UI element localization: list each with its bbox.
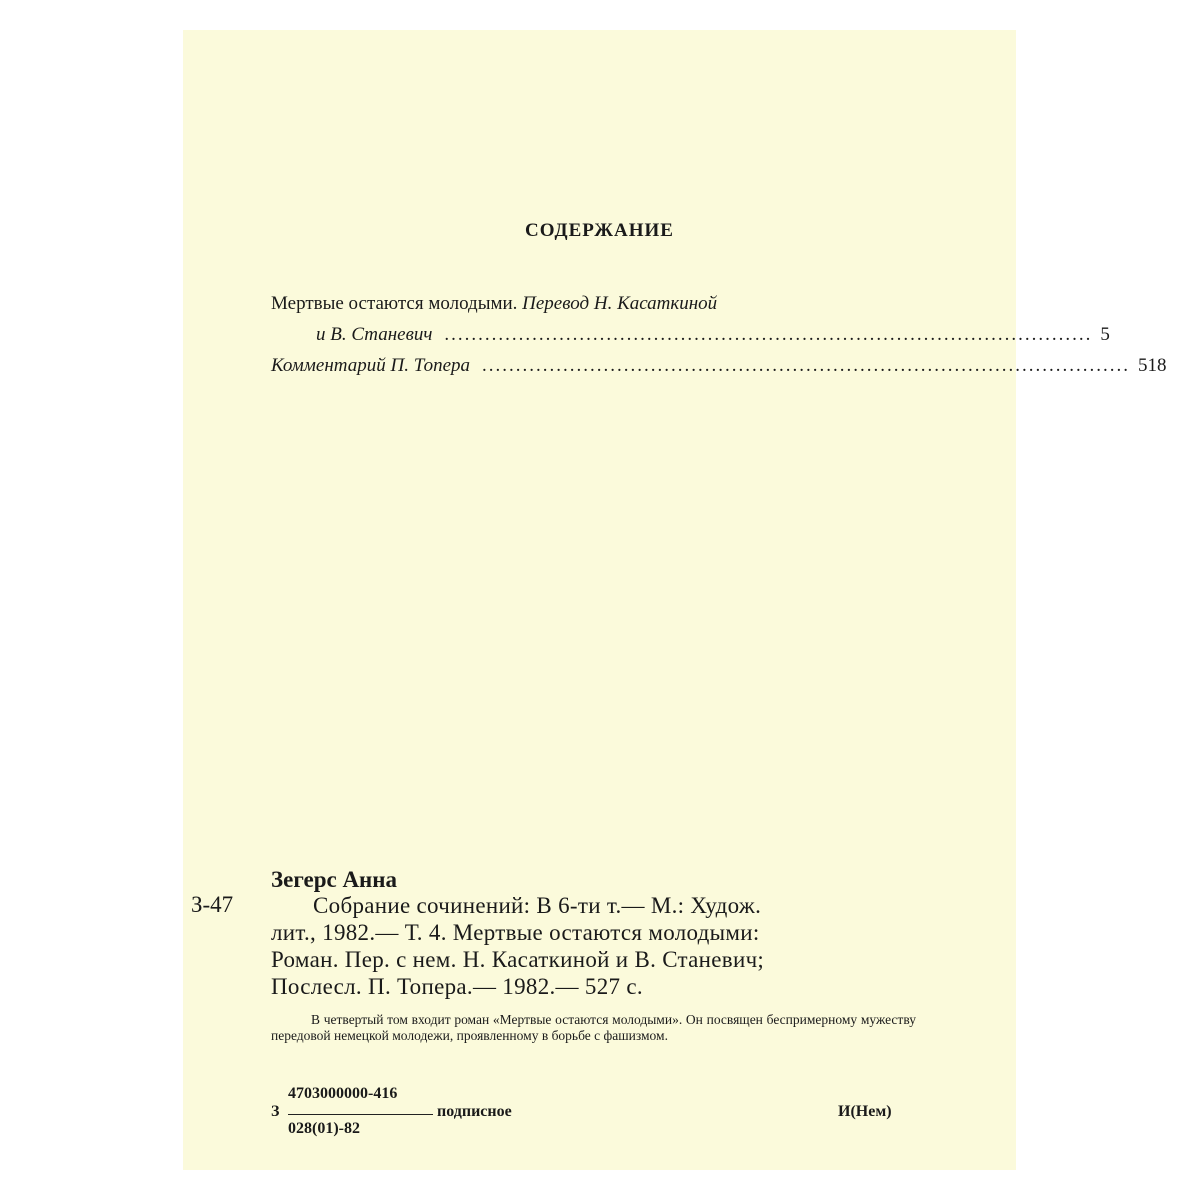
classification-code: И(Нем) bbox=[838, 1103, 892, 1120]
index-denominator: 028(01)-82 bbox=[288, 1120, 360, 1137]
toc-entry-1-title: Мертвые остаются молодыми. bbox=[271, 293, 518, 314]
catalog-bib-line-4: Послесл. П. Топера.— 1982.— 527 с. bbox=[271, 974, 643, 999]
toc-entry-1-line2 bbox=[316, 324, 1110, 346]
toc-leader-dots: ................................................................................................ bbox=[482, 355, 1131, 376]
catalog-bib-line-1: Собрание сочинений: В 6-ти т.— М.: Худож. bbox=[313, 893, 762, 918]
toc-leader-dots: ................................................................................................ bbox=[444, 324, 1093, 345]
toc-entry-1-page: 5 bbox=[1100, 324, 1110, 345]
toc-heading: СОДЕРЖАНИЕ bbox=[525, 220, 674, 241]
book-page bbox=[183, 30, 1167, 1170]
catalog-bib-line-3: Роман. Пер. с нем. Н. Касаткиной и В. Станевич; bbox=[271, 947, 765, 972]
subscription-label: подписное bbox=[437, 1103, 512, 1120]
toc-entry-2-page: 518 bbox=[1138, 355, 1167, 376]
index-prefix: З bbox=[271, 1103, 280, 1120]
index-fraction-line bbox=[288, 1114, 433, 1115]
catalog-annotation: В четвертый том входит роман «Мертвые остаются молодыми». Он посвящен беспримерному мужеству передовой немецкой молодежи, проявленному в борьбе с фашизмом. bbox=[271, 1012, 916, 1043]
toc-entry-2-title: Комментарий П. Топера bbox=[271, 355, 471, 376]
toc-entry-1-translator: Перевод Н. Касаткиной bbox=[522, 293, 718, 314]
toc-entry-1-translator-cont: и В. Станевич bbox=[316, 324, 433, 345]
catalog-author: Зегерс Анна bbox=[271, 867, 398, 892]
index-numerator: 4703000000-416 bbox=[288, 1085, 398, 1102]
catalog-lbc-code: З-47 bbox=[191, 892, 234, 917]
toc-entry-2 bbox=[271, 355, 1167, 377]
toc-entry-1-line1 bbox=[271, 293, 916, 315]
catalog-bib-line-2: лит., 1982.— Т. 4. Мертвые остаются молодыми: bbox=[271, 920, 760, 945]
